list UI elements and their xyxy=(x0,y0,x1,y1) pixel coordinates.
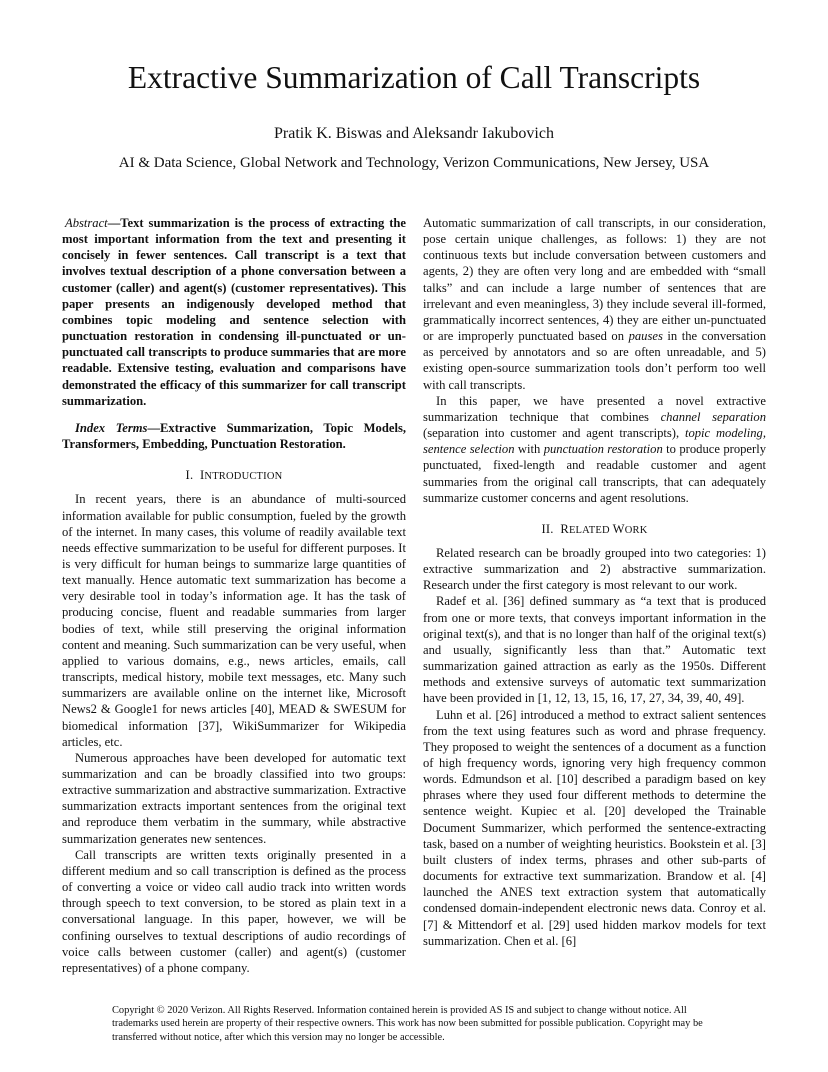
paper-authors: Pratik K. Biswas and Aleksandr Iakubovich xyxy=(274,125,554,142)
paper-affiliation: AI & Data Science, Global Network and Technology, Verizon Communications, New Jersey, USA xyxy=(118,155,710,171)
index-terms-label: Index Terms xyxy=(75,420,148,435)
intro-paragraph: Call transcripts are written texts originally presented in a different medium and so call transcription is defined as the process of converting a voice or video call audio track into written words through speech to text conversion, to be stored as plain text in a conversational language. In this paper, however, we will be confining ourselves to textual descriptions of audio recordings of voice calls between customer (caller) and agent(s) (customer representatives) of a phone company. xyxy=(62,847,406,975)
intro-paragraph: In this paper, we have presented a novel extractive summarization technique that combines channel separation (separation into customer and agent transcripts), topic modeling, sentence selection with punctuation restoration to produce properly punctuated, fixed-length and readable customer and agent summaries from the original call transcripts, that can adequately summarize customer concerns and agent resolutions. xyxy=(423,393,766,505)
section-heading-introduction: I. INTRODUCTION xyxy=(185,468,283,483)
abstract-text: —Text summarization is the process of extracting the most important information from the text and presenting it concisely in fewer sentences. Call transcript is a text that involves textual description of a phone conversation between a customer (caller) and agent(s) (customer representatives). This paper presents an indigenously developed method that combines topic modeling and sentence selection with punctuation restoration in condensing ill-punctuated or un-punctuated call transcripts to produce summaries that are more readable. Extensive testing, evaluation and comparisons have demonstrated the efficacy of this summarizer for call transcript summarization. xyxy=(62,216,406,408)
abstract xyxy=(62,215,406,409)
paper-title: Extractive Summarization of Call Transcripts xyxy=(127,60,701,95)
left-column xyxy=(62,215,406,976)
index-terms xyxy=(62,420,406,452)
related-work-paragraph: Luhn et al. [26] introduced a method to extract salient sentences from the text using features such as word and phrase frequency. They proposed to weight the sentences of a document as a function of high frequency words, ignoring very high frequency common words. Edmundson et al. [10] described a paradigm based on key phrases where they used four different methods to determine the sentence weight. Kupiec et al. [20] developed the Trainable Document Summarizer, which performed the sentence-extracting task, based on a number of weighting heuristics. Bookstein et al. [3] built clusters of index terms, phrases and other sub-parts of documents for extractive text summarization. Brandow et al. [4] launched the ANES text extraction system that automatically condensed domain-independent electronic news data. Conroy et al. [7] & Mittendorf et al. [29] used hidden markov models for text summarization. Chen et al. [6] xyxy=(423,707,766,948)
related-work-paragraph: Related research can be broadly grouped into two categories: 1) extractive summarization and 2) abstractive summarization. Research under the first category is most relevant to our work. xyxy=(423,545,766,593)
copyright-footer: Copyright © 2020 Verizon. All Rights Reserved. Information contained herein is provided AS IS and subject to change without notice. All trademarks used herein are property of their respective owners. This work has now been submitted for possible publication. Copyright may be transferred without notice, after which this version may no longer be accessible. xyxy=(112,1005,703,1043)
related-work-paragraph: Radef et al. [36] defined summary as “a text that is produced from one or more texts, that conveys important information in the original text(s), and that is no longer than half of the original text(s) and usually, significantly less than that.” Automatic text summarization gained attraction as early as the 1950s. Different methods and extensive surveys of automatic text summarization have been provided in [1, 12, 13, 15, 16, 17, 27, 34, 39, 40, 49]. xyxy=(423,594,766,706)
intro-paragraph-continued: Automatic summarization of call transcripts, in our consideration, pose certain unique challenges, as follows: 1) they are not continuous texts but include conversation between customers and agents, 2) they are often very long and are embedded with “small talks” and can include a large number of sentences that are irrelevant and even meaningless, 3) they include several ill-formed, grammatically incorrect sentences, 4) they are either un-punctuated or are improperly punctuated based on pauses in the conversation as perceived by annotators and so are often unreadable, and 5) existing open-source summarization tools don’t perform too well with call transcripts. xyxy=(423,216,766,392)
intro-paragraph: Numerous approaches have been developed for automatic text summarization and can be broadly classified into two groups: extractive summarization and abstractive summarization. Extractive summarization extracts important sentences from the original text and reproduce them verbatim in the summary, while abstractive summarization generates new sentences. xyxy=(62,750,406,846)
intro-paragraph: In recent years, there is an abundance of multi-sourced information available for public consumption, fueled by the growth of the internet. In many cases, this volume of readily available text needs effective summarization to be useful for different purposes. It is very difficult for human beings to summarize large quantities of text manually. Hence automatic text summarization has become a very desirable tool in today’s information age. It has the task of producing concise, fluent and readable summaries from larger bodies of text, while still preserving the original information content and meaning. Such summarization can be very useful, when applied to various domains, e.g., news articles, emails, call transcripts, medical history, mobile text messages, etc. Many such summarizers are available online on the internet like, Microsoft News2 & Google1 for news articles [40], MEAD & SWESUM for biomedical information [37], WikiSummarizer for Wikipedia articles, etc. xyxy=(62,492,406,749)
index-terms-text: —Extractive Summarization, Topic Models, Transformers, Embedding, Punctuation Restoration. xyxy=(62,420,406,452)
abstract-label: Abstract xyxy=(65,216,108,230)
right-column xyxy=(423,215,766,949)
section-heading-related-work: II. RELATED WORK xyxy=(541,521,648,536)
